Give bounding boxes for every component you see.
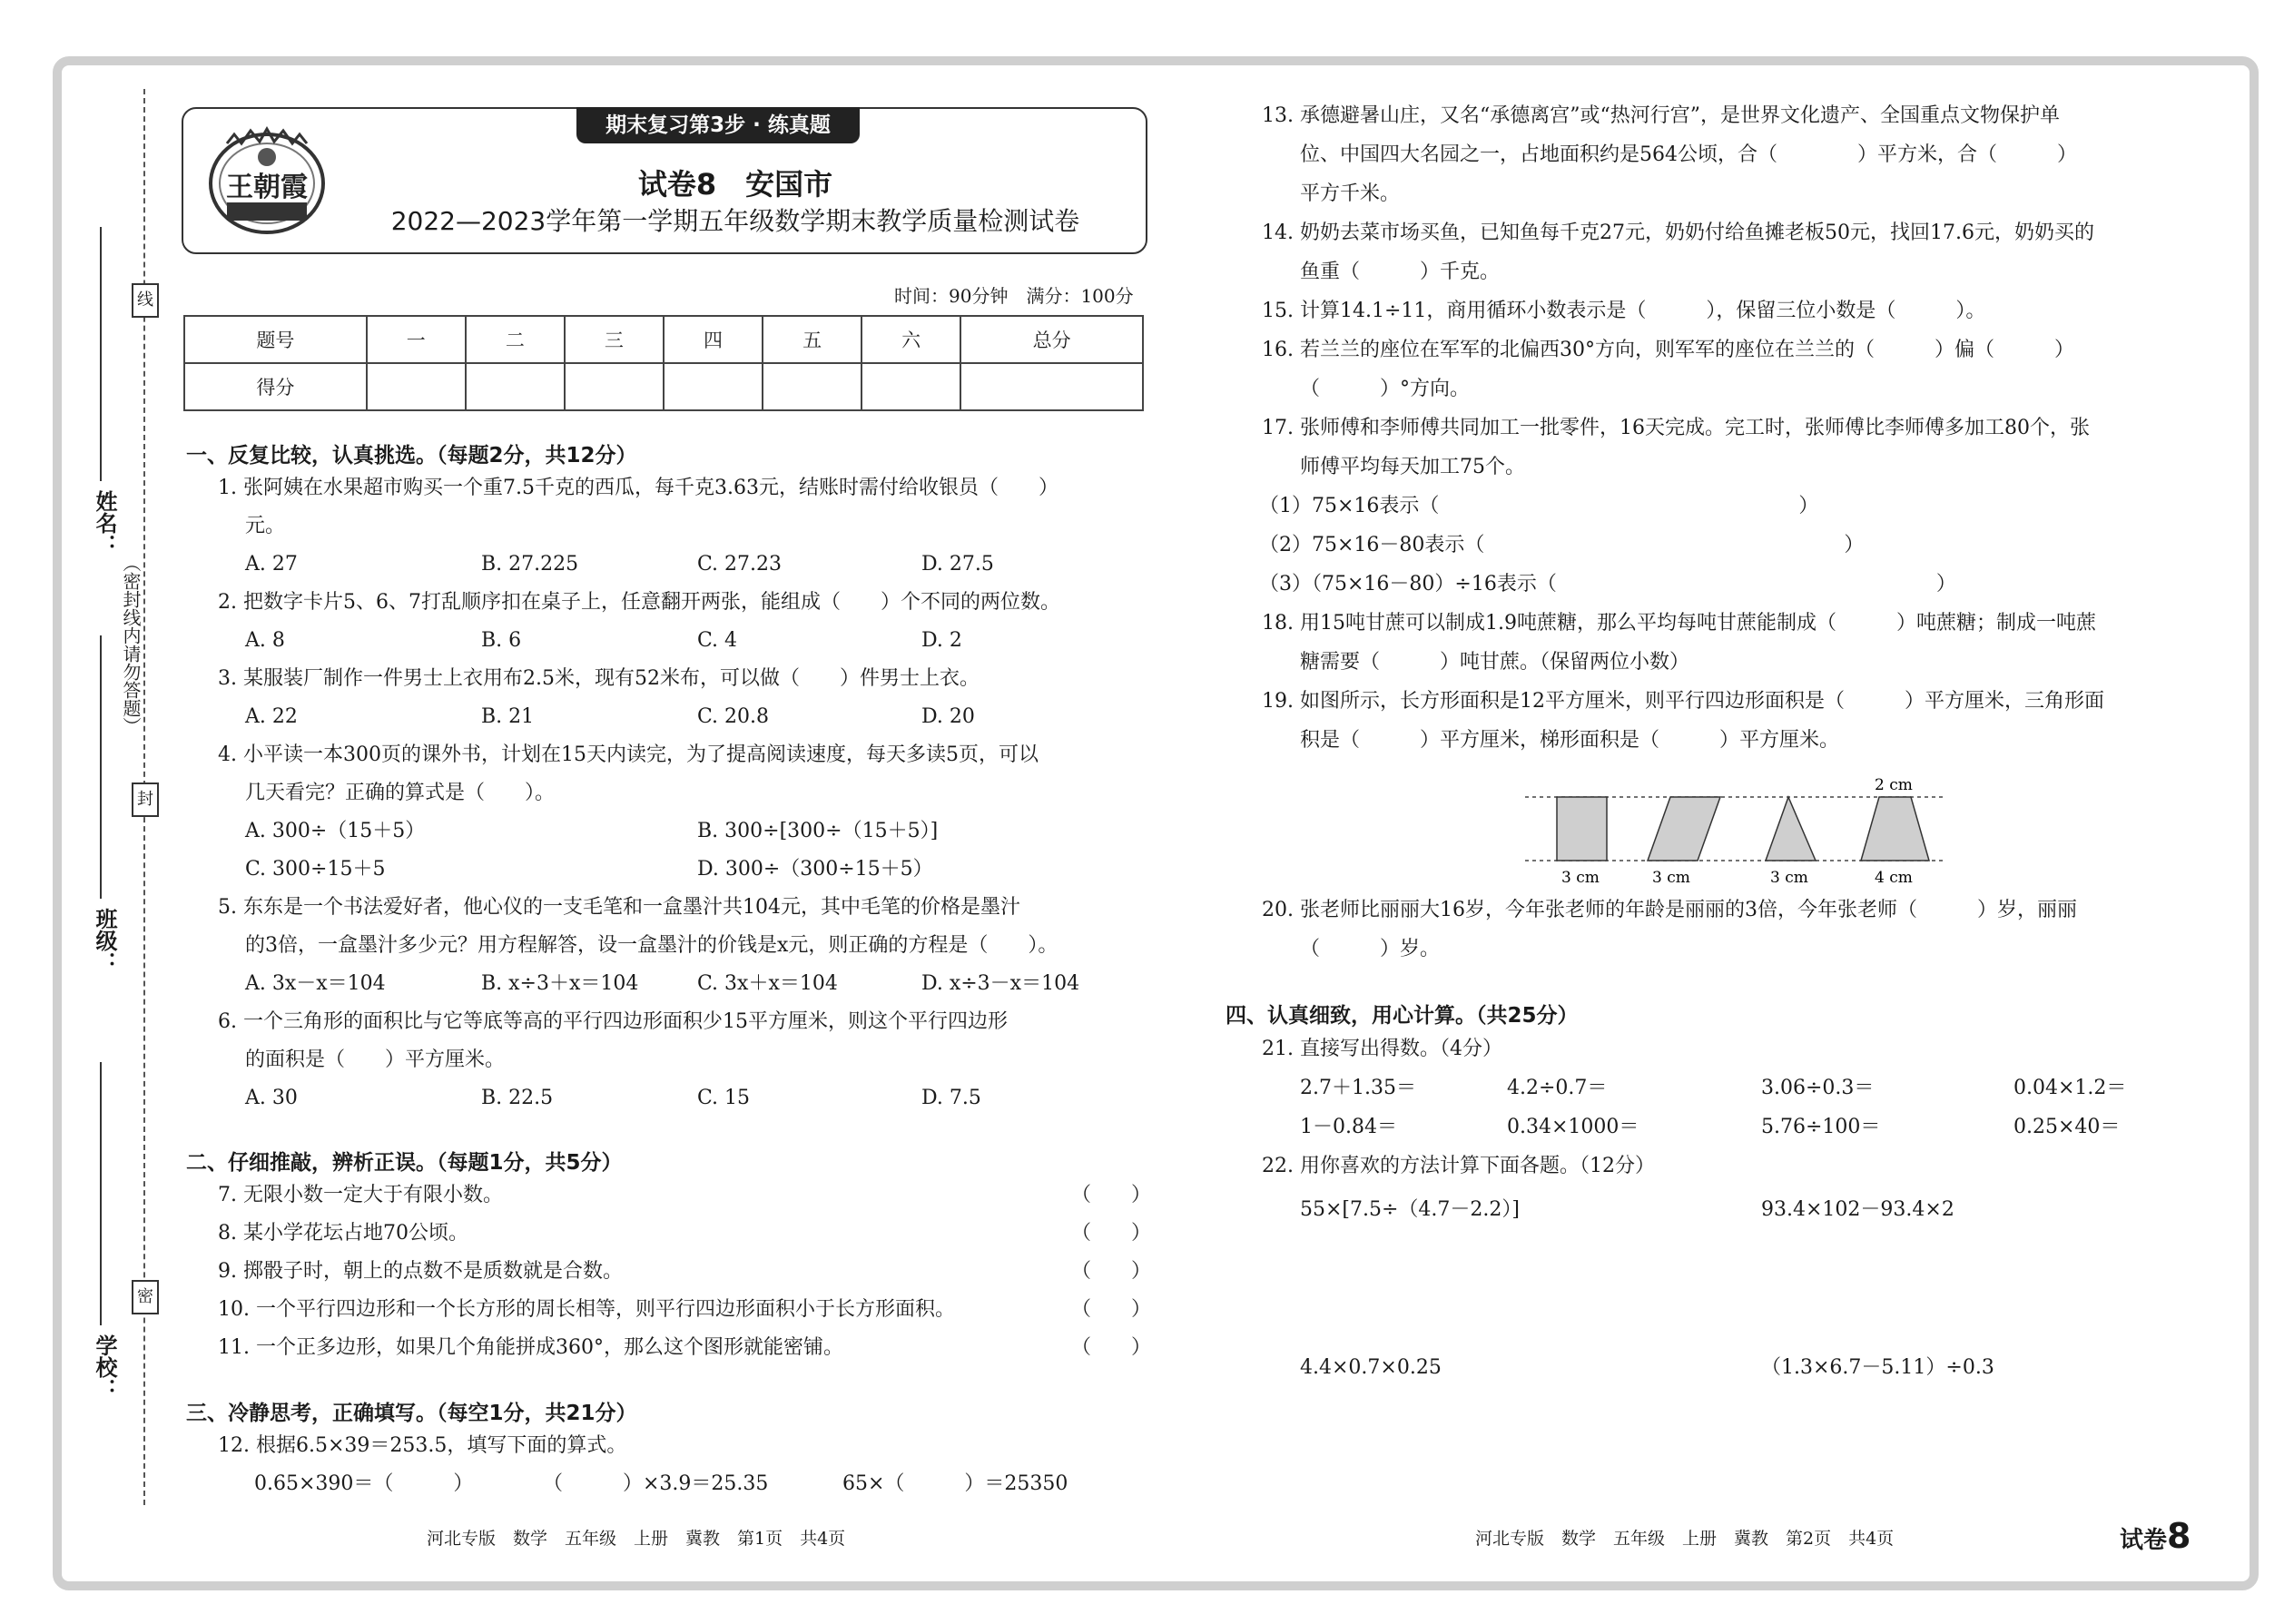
q20-text: 20. 张老师比丽丽大16岁，今年张老师的年龄是丽丽的3倍，今年张老师（ ）岁，丽丽 [1262,899,2077,921]
q19-label-w2: 3 cm [1652,869,1690,887]
q3-option-c[interactable]: C. 20.8 [697,705,770,728]
svg-text:王朝霞: 王朝霞 [226,172,308,203]
q21-expr[interactable]: 0.04×1.2＝ [2013,1077,2127,1099]
school-field[interactable] [100,1062,102,1325]
q6-option-c[interactable]: C. 15 [697,1087,751,1109]
q6-text: 6. 一个三角形的面积比与它等底等高的平行四边形面积少15平方厘米，则这个平行四边形 [218,1010,1008,1033]
q18-text: 18. 用15吨甘蔗可以制成1.9吨蔗糖，那么平均每吨甘蔗能制成（ ）吨蔗糖；制成一吨蔗 [1262,612,2096,635]
q9-text: 9. 掷骰子时，朝上的点数不是质数就是合数。 [218,1260,623,1283]
q19-label-top: 2 cm [1875,776,1913,794]
q8-text: 8. 某小学花坛占地70公顷。 [218,1222,468,1245]
q14-text-cont: 鱼重（ ）千克。 [1300,261,1501,283]
score-row-label: 得分 [184,363,367,410]
q22-expr[interactable]: 93.4×102－93.4×2 [1761,1198,1954,1221]
q3-option-d[interactable]: D. 20 [921,705,975,728]
q12-text: 12. 根据6.5×39＝253.5，填写下面的算式。 [218,1434,627,1457]
brand-logo [200,116,334,243]
q5-option-c[interactable]: C. 3x＋x＝104 [697,972,838,995]
section-2-title: 二、仔细推敲，辨析正误。（每题1分，共5分） [186,1151,623,1175]
score-col-label: 题号 [184,316,367,363]
class-label: 班级： [92,908,117,973]
q10-text: 10. 一个平行四边形和一个长方形的周长相等，则平行四边形面积小于长方形面积。 [218,1298,955,1321]
q13-text: 13. 承德避暑山庄，又名“承德离宫”或“热河行宫”，是世界文化遗产、全国重点文物保护单 [1262,104,2060,127]
q21-expr[interactable]: 2.7＋1.35＝ [1300,1077,1416,1099]
q5-text-cont: 的3倍，一盒墨汁多少元？用方程解答，设一盒墨汁的价钱是x元，则正确的方程是（ ）。 [245,934,1058,957]
q5-option-d[interactable]: D. x÷3－x＝104 [921,972,1080,995]
q11-answer-box[interactable]: （ ） [1071,1336,1152,1359]
q2-option-d[interactable]: D. 2 [921,629,962,652]
q10-answer-box[interactable]: （ ） [1071,1298,1152,1321]
score-table-header-row [184,316,1143,363]
q16-text: 16. 若兰兰的座位在军军的北偏西30°方向，则军军的座位在兰兰的（ ）偏（ ） [1262,339,2074,361]
q17-sub-2[interactable]: （2）75×16－80表示（ ） [1259,534,1865,556]
q15-text: 15. 计算14.1÷11，商用循环小数表示是（ ），保留三位小数是（ ）。 [1262,300,1986,322]
score-cell[interactable] [664,363,763,410]
q17-text: 17. 张师傅和李师傅共同加工一批零件，16天完成。完工时，张师傅比李师傅多加工80个，张 [1262,417,2090,439]
q6-option-d[interactable]: D. 7.5 [921,1087,981,1109]
q6-text-cont: 的面积是（ ）平方厘米。 [245,1048,506,1071]
q3-option-b[interactable]: B. 21 [481,705,535,728]
q3-option-a[interactable]: A. 22 [245,705,298,728]
q3-text: 3. 某服装厂制作一件男士上衣用布2.5米，现有52米布，可以做（ ）件男士上衣。 [218,667,980,690]
q16-text-cont: （ ）°方向。 [1300,378,1471,400]
q14-text: 14. 奶奶去菜市场买鱼，已知鱼每千克27元，奶奶付给鱼摊老板50元，找回17.6元，奶奶买的 [1262,221,2094,244]
name-field[interactable] [100,227,102,481]
q18-text-cont: 糖需要（ ）吨甘蔗。（保留两位小数） [1300,651,1690,674]
paper-badge-number: 8 [2167,1516,2191,1556]
q4-option-c[interactable]: C. 300÷15＋5 [245,858,386,881]
binding-note: （密封线内请勿答题） [120,554,142,735]
score-cell[interactable] [861,363,960,410]
q22-expr[interactable]: 4.4×0.7×0.25 [1300,1356,1442,1379]
q19-rectangle [1557,797,1607,861]
q2-text: 2. 把数字卡片5、6、7打乱顺序扣在桌子上，任意翻开两张，能组成（ ）个不同的两位数。 [218,591,1060,614]
q4-option-b[interactable]: B. 300÷[300÷（15＋5）] [697,820,939,842]
section-1-title: 一、反复比较，认真挑选。（每题2分，共12分） [186,444,637,468]
binding-mark-xian: 线 [132,283,159,318]
q21-expr[interactable]: 4.2÷0.7＝ [1507,1077,1608,1099]
q17-text-cont: 师傅平均每天加工75个。 [1300,456,1525,478]
q21-expr[interactable]: 0.34×1000＝ [1507,1116,1639,1138]
binding-mark-mi: 密 [132,1280,159,1314]
q19-label-w3: 3 cm [1770,869,1808,887]
q19-trapezoid [1861,797,1929,861]
paper-badge-text: 试卷 [2120,1527,2168,1554]
q4-option-d[interactable]: D. 300÷（300÷15＋5） [697,858,933,881]
q21-expr[interactable]: 3.06÷0.3＝ [1761,1077,1875,1099]
q12-blank-a[interactable]: 0.65×390＝（ ） [254,1472,474,1495]
q6-option-a[interactable]: A. 30 [245,1087,298,1109]
q19-label-w4: 4 cm [1875,869,1913,887]
q4-option-a[interactable]: A. 300÷（15＋5） [245,820,426,842]
q4-text-cont: 几天看完？正确的算式是（ ）。 [245,782,556,804]
q4-text: 4. 小平读一本300页的课外书，计划在15天内读完，为了提高阅读速度，每天多读5页，可以 [218,743,1039,766]
q19-text: 19. 如图所示，长方形面积是12平方厘米，则平行四边形面积是（ ）平方厘米，三角形面 [1262,690,2104,713]
q19-triangle [1766,797,1816,861]
exam-subtitle: 2022—2023学年第一学期五年级数学期末教学质量检测试卷 [390,206,1080,236]
score-table [183,315,1144,411]
q2-option-a[interactable]: A. 8 [245,629,285,652]
q19-parallelogram [1648,797,1720,861]
q2-option-b[interactable]: B. 6 [481,629,522,652]
q5-text: 5. 东东是一个书法爱好者，他心仪的一支毛笔和一盒墨汁共104元，其中毛笔的价格是墨汁 [218,896,1020,919]
time-score-info: 时间：90分钟 满分：100分 [894,285,1134,307]
header-tab: 期末复习第3步 · 练真题 [576,107,860,143]
q21-expr[interactable]: 1－0.84＝ [1300,1116,1397,1138]
footer-left: 河北专版 数学 五年级 上册 冀教 第1页 共4页 [427,1529,846,1549]
q2-option-c[interactable]: C. 4 [697,629,738,652]
q1-option-a[interactable]: A. 27 [245,553,298,576]
q22-expr[interactable]: 55×[7.5÷（4.7－2.2）] [1300,1198,1520,1221]
q22-text: 22. 用你喜欢的方法计算下面各题。（12分） [1262,1155,1655,1177]
score-cell[interactable] [763,363,861,410]
class-field[interactable] [100,635,102,899]
q1-option-d[interactable]: D. 27.5 [921,553,994,576]
section-4-title: 四、认真细致，用心计算。（共25分） [1226,1004,1579,1028]
q1-text: 1. 张阿姨在水果超市购买一个重7.5千克的西瓜，每千克3.63元，结账时需付给收银员（ ） [218,477,1058,499]
q1-option-c[interactable]: C. 27.23 [697,553,783,576]
q9-answer-box[interactable]: （ ） [1071,1260,1152,1283]
q1-option-b[interactable]: B. 27.225 [481,553,579,576]
footer-right: 河北专版 数学 五年级 上册 冀教 第2页 共4页 [1475,1529,1895,1549]
q17-sub-1[interactable]: （1）75×16表示（ ） [1259,495,1819,517]
score-cell[interactable] [565,363,664,410]
q5-option-a[interactable]: A. 3x－x＝104 [245,972,386,995]
q5-option-b[interactable]: B. x÷3＋x＝104 [481,972,639,995]
score-col-2: 二 [466,316,565,363]
score-col-5: 五 [763,316,861,363]
q13-text-end: 平方千米。 [1300,182,1401,205]
section-3-title: 三、冷静思考，正确填写。（每空1分，共21分） [186,1402,637,1425]
score-col-4: 四 [664,316,763,363]
score-cell[interactable] [367,363,466,410]
q21-expr[interactable]: 5.76÷100＝ [1761,1116,1881,1138]
q7-text: 7. 无限小数一定大于有限小数。 [218,1184,503,1206]
q19-text-cont: 积是（ ）平方厘米，梯形面积是（ ）平方厘米。 [1300,729,1840,752]
paper-badge [2120,1516,2191,1556]
binding-mark-feng: 封 [132,782,159,817]
q17-sub-3[interactable]: （3）（75×16－80）÷16表示（ ） [1259,573,1956,595]
q11-text: 11. 一个正多边形，如果几个角能拼成360°，那么这个图形就能密铺。 [218,1336,843,1359]
score-col-3: 三 [565,316,664,363]
school-label: 学校： [92,1334,117,1400]
q12-blank-c[interactable]: 65×（ ）＝25350 [842,1472,1068,1495]
exam-title: 试卷8 安国市 [637,167,833,202]
score-cell[interactable] [466,363,565,410]
q12-blank-b[interactable]: （ ）×3.9＝25.35 [543,1472,769,1495]
q1-text-cont: 元。 [245,515,286,537]
q22-expr[interactable]: （1.3×6.7－5.11）÷0.3 [1761,1356,1994,1379]
score-col-1: 一 [367,316,466,363]
q21-expr[interactable]: 0.25×40＝ [2013,1116,2121,1138]
score-col-6: 六 [861,316,960,363]
q8-answer-box[interactable]: （ ） [1071,1222,1152,1245]
q13-text-cont: 位、中国四大名园之一，占地面积约是564公顷，合（ ）平方米，合（ ） [1300,143,2077,166]
q20-text-cont: （ ）岁。 [1300,938,1441,960]
q7-answer-box[interactable]: （ ） [1071,1184,1152,1206]
q19-label-w1: 3 cm [1561,869,1600,887]
q6-option-b[interactable]: B. 22.5 [481,1087,554,1109]
score-col-total: 总分 [960,316,1143,363]
q19-shapes-figure [1525,772,1952,890]
score-table-score-row [184,363,1143,410]
q21-text: 21. 直接写出得数。（4分） [1262,1038,1502,1060]
score-cell[interactable] [960,363,1143,410]
name-label: 姓名： [92,490,117,556]
